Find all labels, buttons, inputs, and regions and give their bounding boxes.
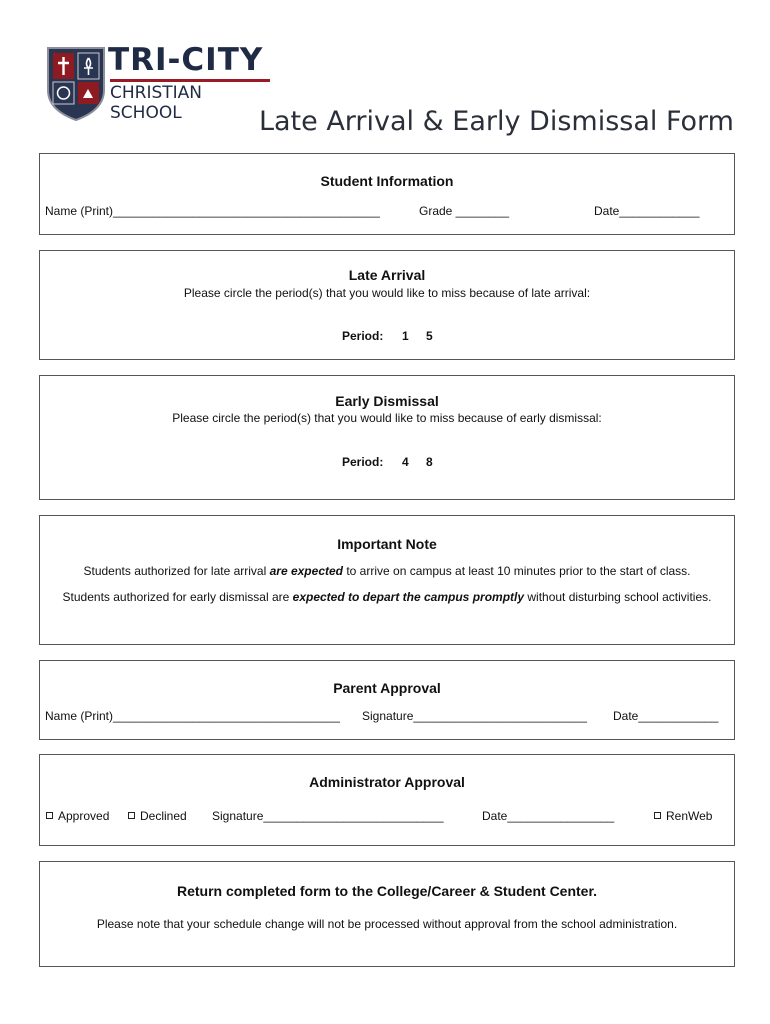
- important-note-section: [39, 515, 735, 645]
- student-info-section: [39, 153, 735, 235]
- student-name-field[interactable]: Name (Print)________________________________________: [45, 204, 380, 218]
- late-period-option[interactable]: 5: [426, 329, 433, 343]
- declined-checkbox[interactable]: [128, 809, 187, 823]
- early-dismissal-instruction: Please circle the period(s) that you would like to miss because of early dismissal:: [172, 411, 602, 425]
- late-period-option[interactable]: 1: [402, 329, 409, 343]
- admin-approval-heading: Administrator Approval: [309, 774, 465, 790]
- approved-checkbox[interactable]: [46, 809, 109, 823]
- early-period-option[interactable]: 8: [426, 455, 433, 469]
- school-crest-icon: [46, 46, 106, 122]
- checkbox-icon[interactable]: [128, 812, 135, 819]
- admin-date-field[interactable]: Date________________: [482, 809, 615, 823]
- early-period-option[interactable]: 4: [402, 455, 409, 469]
- admin-signature-field[interactable]: Signature___________________________: [212, 809, 444, 823]
- late-arrival-section: [39, 250, 735, 360]
- note-emphasis: are expected: [269, 564, 343, 578]
- note-text: Students authorized for early dismissal are: [62, 590, 293, 604]
- renweb-label: RenWeb: [666, 809, 713, 823]
- logo-title: TRI-CITY: [108, 42, 264, 78]
- student-date-field[interactable]: Date____________: [594, 204, 700, 218]
- renweb-checkbox[interactable]: [654, 809, 712, 823]
- important-note-heading: Important Note: [337, 536, 437, 552]
- checkbox-icon[interactable]: [654, 812, 661, 819]
- form-title: Late Arrival & Early Dismissal Form: [258, 106, 734, 137]
- late-arrival-instruction: Please circle the period(s) that you would like to miss because of late arrival:: [183, 286, 591, 300]
- parent-name-field[interactable]: Name (Print)__________________________________: [45, 709, 340, 723]
- parent-approval-section: [39, 660, 735, 740]
- late-period-label: Period:: [342, 329, 384, 343]
- parent-approval-heading: Parent Approval: [333, 680, 441, 696]
- early-dismissal-section: [39, 375, 735, 500]
- student-info-heading: Student Information: [320, 173, 454, 189]
- return-instructions-section: [39, 861, 735, 967]
- note-text: to arrive on campus at least 10 minutes prior to the start of class.: [343, 564, 691, 578]
- checkbox-icon[interactable]: [46, 812, 53, 819]
- school-logo: [46, 42, 270, 123]
- return-note: Please note that your schedule change will not be processed without approval from the school administration.: [96, 917, 678, 931]
- note-emphasis: expected to depart the campus promptly: [292, 590, 525, 604]
- note-text: Students authorized for late arrival: [83, 564, 270, 578]
- late-arrival-heading: Late Arrival: [348, 267, 426, 283]
- parent-date-field[interactable]: Date____________: [613, 709, 719, 723]
- parent-signature-field[interactable]: Signature__________________________: [362, 709, 587, 723]
- admin-approval-section: [39, 754, 735, 846]
- return-heading: Return completed form to the College/Career & Student Center.: [176, 883, 598, 899]
- early-period-label: Period:: [342, 455, 384, 469]
- logo-subtitle: CHRISTIAN SCHOOL: [110, 79, 270, 123]
- declined-label: Declined: [140, 809, 187, 823]
- early-dismissal-heading: Early Dismissal: [335, 393, 439, 409]
- grade-field[interactable]: Grade ________: [419, 204, 510, 218]
- note-text: without disturbing school activities.: [524, 590, 712, 604]
- early-dismissal-note: [40, 590, 734, 604]
- late-arrival-note: [40, 564, 734, 578]
- approved-label: Approved: [58, 809, 110, 823]
